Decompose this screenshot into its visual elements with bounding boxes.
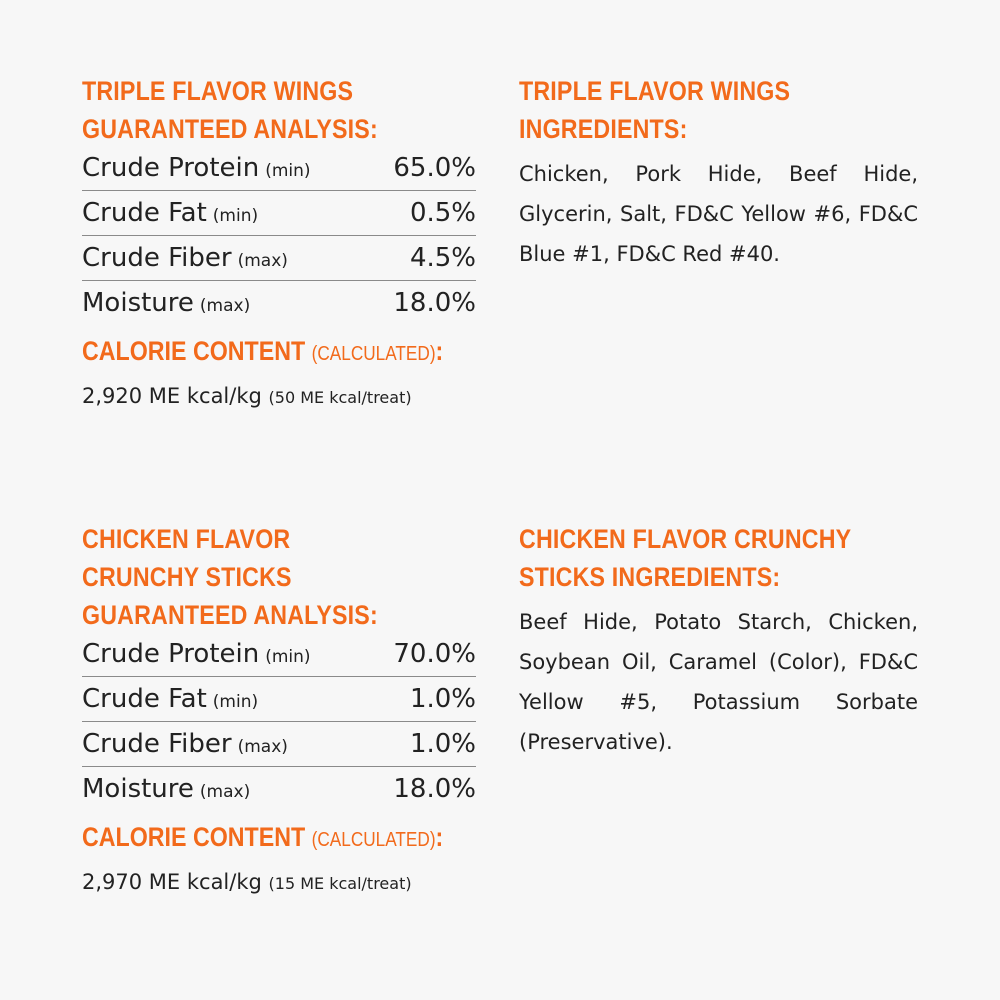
calorie-value: 2,920 ME kcal/kg (50 ME kcal/treat) bbox=[82, 384, 412, 408]
calorie-heading: CALORIE CONTENT (CALCULATED): bbox=[82, 822, 444, 852]
calorie-value: 2,970 ME kcal/kg (15 ME kcal/treat) bbox=[82, 870, 412, 894]
calorie-heading: CALORIE CONTENT (CALCULATED): bbox=[82, 336, 444, 366]
table-row: Crude Fiber (max) 1.0% bbox=[82, 722, 476, 767]
chicken-sticks-analysis-heading: CHICKEN FLAVOR CRUNCHY STICKS GUARANTEED ANALYSIS: bbox=[82, 524, 378, 630]
chicken-sticks-ingredients bbox=[519, 520, 918, 762]
triple-wings-ingredients-heading: TRIPLE FLAVOR WINGS INGREDIENTS: bbox=[519, 76, 791, 144]
chicken-sticks-analysis bbox=[82, 520, 476, 899]
analysis-table bbox=[82, 632, 476, 812]
analysis-table bbox=[82, 146, 476, 326]
table-row: Crude Fat (min) 1.0% bbox=[82, 677, 476, 722]
ingredients-text: Chicken, Pork Hide, Beef Hide, Glycerin, Salt, FD&C Yellow #6, FD&C Blue #1, FD&C Red #40. bbox=[519, 162, 918, 266]
table-row: Crude Protein (min) 70.0% bbox=[82, 632, 476, 677]
table-row: Moisture (max) 18.0% bbox=[82, 774, 476, 804]
triple-wings-analysis-heading: TRIPLE FLAVOR WINGS GUARANTEED ANALYSIS: bbox=[82, 76, 378, 144]
table-row: Crude Fat (min) 0.5% bbox=[82, 191, 476, 236]
triple-wings-analysis bbox=[82, 72, 476, 413]
ingredients-text: Beef Hide, Potato Starch, Chicken, Soybean Oil, Caramel (Color), FD&C Yellow #5, Potassium Sorbate (Preservative). bbox=[519, 610, 918, 754]
table-row: Crude Fiber (max) 4.5% bbox=[82, 236, 476, 281]
table-row: Crude Protein (min) 65.0% bbox=[82, 146, 476, 191]
table-row: Moisture (max) 18.0% bbox=[82, 288, 476, 318]
chicken-sticks-ingredients-heading: CHICKEN FLAVOR CRUNCHY STICKS INGREDIENTS: bbox=[519, 524, 852, 592]
triple-wings-ingredients bbox=[519, 72, 918, 274]
